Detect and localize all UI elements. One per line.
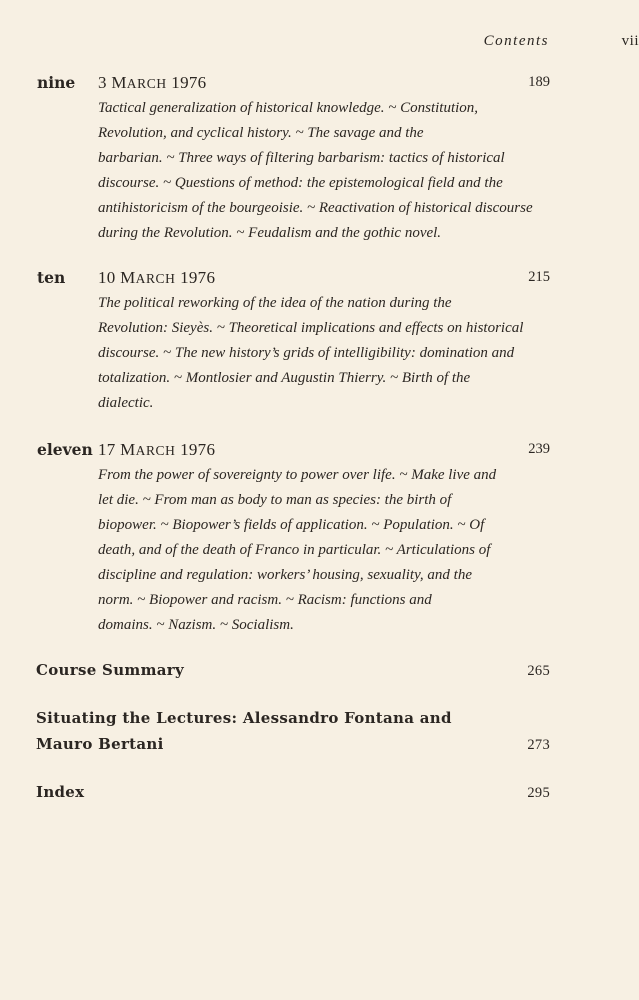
page-number: 189 bbox=[528, 74, 550, 90]
summary-line: domains. ~ Nazism. ~ Socialism. bbox=[98, 617, 294, 633]
lecture-date bbox=[98, 268, 215, 288]
summary-line: discourse. ~ Questions of method: the epistemological field and the bbox=[98, 175, 503, 191]
lecture-summary bbox=[98, 463, 513, 638]
page-number: 295 bbox=[527, 785, 550, 801]
page-number: 239 bbox=[528, 441, 550, 457]
toc-entry-situating-the-lectures[interactable] bbox=[36, 705, 550, 757]
page-number: 273 bbox=[527, 737, 550, 753]
entry-title bbox=[36, 657, 550, 683]
lecture-number: nine bbox=[37, 73, 76, 92]
date-year: 1976 bbox=[171, 73, 207, 92]
date-day: 10 bbox=[98, 268, 116, 287]
entry-title-line: Index bbox=[36, 783, 85, 801]
summary-line: antihistoricism of the bourgeoisie. ~ Reactivation of historical discourse bbox=[98, 200, 533, 216]
date-month-initial: M bbox=[111, 73, 127, 92]
date-month-rest: ARCH bbox=[135, 271, 176, 286]
date-month-initial: M bbox=[120, 440, 136, 459]
summary-line: barbarian. ~ Three ways of filtering barbarism: tactics of historical bbox=[98, 150, 505, 166]
date-year: 1976 bbox=[180, 268, 216, 287]
summary-line: The political reworking of the idea of the nation during the bbox=[98, 295, 452, 311]
summary-line: norm. ~ Biopower and racism. ~ Racism: functions and bbox=[98, 592, 432, 608]
entry-title bbox=[36, 705, 550, 757]
date-month-rest: ARCH bbox=[135, 443, 176, 458]
running-head-title: Contents bbox=[483, 33, 549, 49]
summary-line: Revolution: Sieyès. ~ Theoretical implications and effects on historical bbox=[98, 320, 524, 336]
lecture-number: eleven bbox=[37, 440, 93, 459]
date-day: 17 bbox=[98, 440, 116, 459]
lecture-summary bbox=[98, 96, 533, 246]
date-year: 1976 bbox=[180, 440, 216, 459]
date-day: 3 bbox=[98, 73, 107, 92]
summary-line: death, and of the death of Franco in particular. ~ Articulations of bbox=[98, 542, 491, 558]
summary-line: Tactical generalization of historical knowledge. ~ Constitution, bbox=[98, 100, 479, 116]
summary-line: discipline and regulation: workers’ housing, sexuality, and the bbox=[98, 567, 472, 583]
summary-line: From the power of sovereignty to power over life. ~ Make live and bbox=[98, 467, 497, 483]
entry-title-line: Mauro Bertani bbox=[36, 735, 164, 753]
running-head bbox=[483, 33, 639, 50]
lecture-summary bbox=[98, 291, 524, 416]
summary-line: discourse. ~ The new history’s grids of intelligibility: domination and bbox=[98, 345, 515, 361]
summary-line: dialectic. bbox=[98, 395, 154, 411]
lecture-date bbox=[98, 440, 215, 460]
toc-entry-index[interactable] bbox=[36, 779, 550, 805]
summary-line: Revolution, and cyclical history. ~ The savage and the bbox=[98, 125, 424, 141]
entry-title-line: Course Summary bbox=[36, 661, 184, 679]
summary-line: totalization. ~ Montlosier and Augustin Thierry. ~ Birth of the bbox=[98, 370, 471, 386]
entry-title-line: Situating the Lectures: Alessandro Fontana and bbox=[36, 709, 452, 727]
lecture-number: ten bbox=[37, 268, 66, 287]
summary-line: during the Revolution. ~ Feudalism and the gothic novel. bbox=[98, 225, 442, 241]
page-number: 265 bbox=[527, 663, 550, 679]
summary-line: let die. ~ From man as body to man as species: the birth of bbox=[98, 492, 452, 508]
date-month-initial: M bbox=[120, 268, 136, 287]
page-folio: vii bbox=[621, 33, 639, 49]
date-month-rest: ARCH bbox=[126, 76, 167, 91]
toc-entry-course-summary[interactable] bbox=[36, 657, 550, 683]
lecture-date bbox=[98, 73, 206, 93]
entry-title bbox=[36, 779, 550, 805]
page-number: 215 bbox=[528, 269, 550, 285]
summary-line: biopower. ~ Biopower’s fields of application. ~ Population. ~ Of bbox=[98, 517, 485, 533]
